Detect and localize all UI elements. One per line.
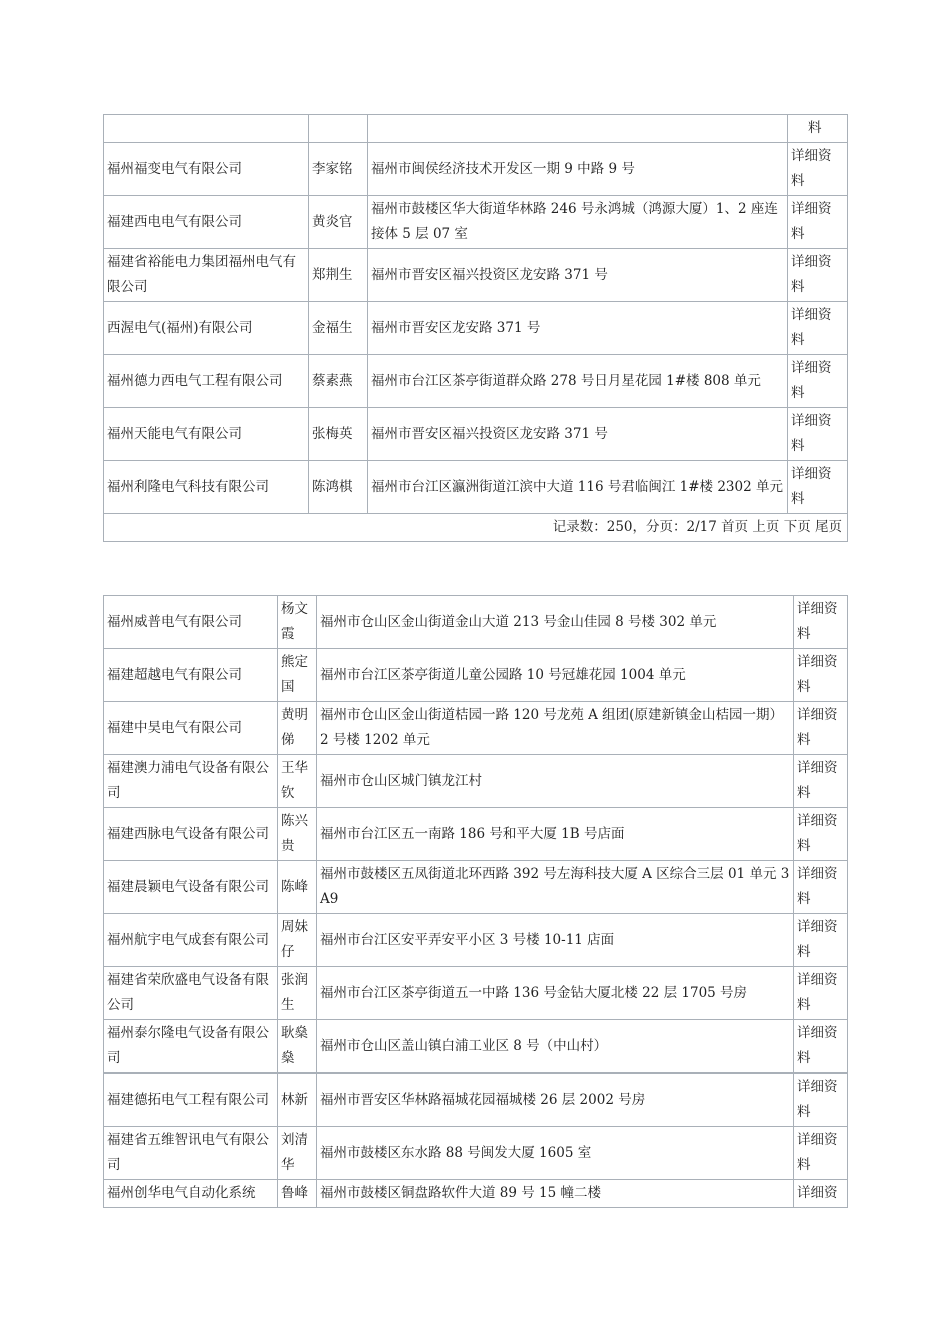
detail-link[interactable]: 详细资料 [794,649,848,702]
company-table-1 [103,114,848,542]
contact-name: 黄炎官 [309,196,368,249]
company-name: 福州航宇电气成套有限公司 [104,914,278,967]
contact-name: 张润生 [278,967,317,1020]
table-row [104,302,848,355]
company-address: 福州市晋安区龙安路 371 号 [368,302,788,355]
contact-name: 耿燊燊 [278,1020,317,1074]
pagination-row [104,514,848,542]
company-address: 福州市台江区茶亭街道五一中路 136 号金钻大厦北楼 22 层 1705 号房 [317,967,794,1020]
table-row [104,196,848,249]
company-name: 福州德力西电气工程有限公司 [104,355,309,408]
company-address: 福州市台江区五一南路 186 号和平大厦 1B 号店面 [317,808,794,861]
company-address: 福州市鼓楼区五凤街道北环西路 392 号左海科技大厦 A 区综合三层 01 单元 3A9 [317,861,794,914]
contact-name: 张梅英 [309,408,368,461]
contact-name: 陈峰 [278,861,317,914]
company-address: 福州市台江区茶亭街道儿童公园路 10 号冠雄花园 1004 单元 [317,649,794,702]
company-address: 福州市晋安区华林路福城花园福城楼 26 层 2002 号房 [317,1073,794,1127]
company-name: 福建晨颖电气设备有限公司 [104,861,278,914]
detail-link[interactable]: 详细资料 [794,596,848,649]
contact-name: 周妹仔 [278,914,317,967]
table-row [104,1180,848,1208]
table-row [104,755,848,808]
table-row [104,596,848,649]
company-name: 福建省裕能电力集团福州电气有限公司 [104,249,309,302]
detail-link[interactable]: 详细资料 [788,143,848,196]
table-row [104,967,848,1020]
detail-link[interactable]: 详细资料 [794,1020,848,1074]
detail-link[interactable]: 详细资 [794,1180,848,1208]
company-address: 福州市仓山区金山街道桔园一路 120 号龙苑 A 组团(原建新镇金山桔园一期）2 号楼 1202 单元 [317,702,794,755]
table-row [104,649,848,702]
pagination-info[interactable]: 记录数：250，分页：2/17 首页 上页 下页 尾页 [104,514,848,542]
company-address: 福州市台江区茶亭街道群众路 278 号日月星花园 1#楼 808 单元 [368,355,788,408]
company-name: 福建西电电气有限公司 [104,196,309,249]
company-name: 福建西脉电气设备有限公司 [104,808,278,861]
company-name: 福建德拓电气工程有限公司 [104,1073,278,1127]
company-name: 福建澳力浦电气设备有限公司 [104,755,278,808]
contact-name: 陈鸿棋 [309,461,368,514]
table-row [104,408,848,461]
table-row [104,914,848,967]
company-name: 福州福变电气有限公司 [104,143,309,196]
empty-cell [309,115,368,143]
company-address: 福州市晋安区福兴投资区龙安路 371 号 [368,408,788,461]
company-address: 福州市仓山区盖山镇白浦工业区 8 号（中山村） [317,1020,794,1074]
detail-link[interactable]: 详细资料 [788,196,848,249]
detail-link[interactable]: 详细资料 [794,861,848,914]
company-name: 福州天能电气有限公司 [104,408,309,461]
contact-name: 熊定国 [278,649,317,702]
company-name: 福州威普电气有限公司 [104,596,278,649]
detail-link[interactable]: 详细资料 [794,755,848,808]
contact-name: 李家铭 [309,143,368,196]
contact-name: 黄明俤 [278,702,317,755]
company-table-2 [103,595,848,1208]
table-row [104,249,848,302]
detail-link-fragment[interactable]: 料 [788,115,848,143]
detail-link[interactable]: 详细资料 [794,1127,848,1180]
detail-link[interactable]: 详细资料 [788,302,848,355]
company-name: 福建省荣欣盛电气设备有限公司 [104,967,278,1020]
contact-name: 林新 [278,1073,317,1127]
table-row [104,461,848,514]
contact-name: 杨文霞 [278,596,317,649]
detail-link[interactable]: 详细资料 [788,408,848,461]
detail-link[interactable]: 详细资料 [794,1073,848,1127]
contact-name: 鲁峰 [278,1180,317,1208]
table-row [104,115,848,143]
company-address: 福州市晋安区福兴投资区龙安路 371 号 [368,249,788,302]
company-name: 西渥电气(福州)有限公司 [104,302,309,355]
table-row [104,1073,848,1127]
detail-link[interactable]: 详细资料 [794,808,848,861]
table-row [104,1020,848,1074]
company-address: 福州市鼓楼区华大街道华林路 246 号永鸿城（鸿源大厦）1、2 座连接体 5 层 07 室 [368,196,788,249]
empty-cell [104,115,309,143]
company-address: 福州市台江区瀛洲街道江滨中大道 116 号君临闽江 1#楼 2302 单元 [368,461,788,514]
company-address: 福州市鼓楼区铜盘路软件大道 89 号 15 幢二楼 [317,1180,794,1208]
contact-name: 王华钦 [278,755,317,808]
contact-name: 金福生 [309,302,368,355]
contact-name: 陈兴贵 [278,808,317,861]
company-address: 福州市仓山区城门镇龙江村 [317,755,794,808]
detail-link[interactable]: 详细资料 [794,702,848,755]
table-row [104,808,848,861]
table-row [104,702,848,755]
company-address: 福州市台江区安平弄安平小区 3 号楼 10-11 店面 [317,914,794,967]
detail-link[interactable]: 详细资料 [794,967,848,1020]
company-address: 福州市仓山区金山街道金山大道 213 号金山佳园 8 号楼 302 单元 [317,596,794,649]
company-address: 福州市闽侯经济技术开发区一期 9 中路 9 号 [368,143,788,196]
company-name: 福建超越电气有限公司 [104,649,278,702]
empty-cell [368,115,788,143]
detail-link[interactable]: 详细资料 [788,461,848,514]
contact-name: 蔡素燕 [309,355,368,408]
company-name: 福州泰尔隆电气设备有限公司 [104,1020,278,1074]
detail-link[interactable]: 详细资料 [794,914,848,967]
detail-link[interactable]: 详细资料 [788,249,848,302]
table-row [104,355,848,408]
company-name: 福建省五维智讯电气有限公司 [104,1127,278,1180]
company-address: 福州市鼓楼区东水路 88 号闽发大厦 1605 室 [317,1127,794,1180]
contact-name: 刘清华 [278,1127,317,1180]
table-row [104,861,848,914]
company-name: 福州创华电气自动化系统 [104,1180,278,1208]
detail-link[interactable]: 详细资料 [788,355,848,408]
company-name: 福州利隆电气科技有限公司 [104,461,309,514]
table-row [104,1127,848,1180]
company-name: 福建中昊电气有限公司 [104,702,278,755]
contact-name: 郑荆生 [309,249,368,302]
table-row [104,143,848,196]
